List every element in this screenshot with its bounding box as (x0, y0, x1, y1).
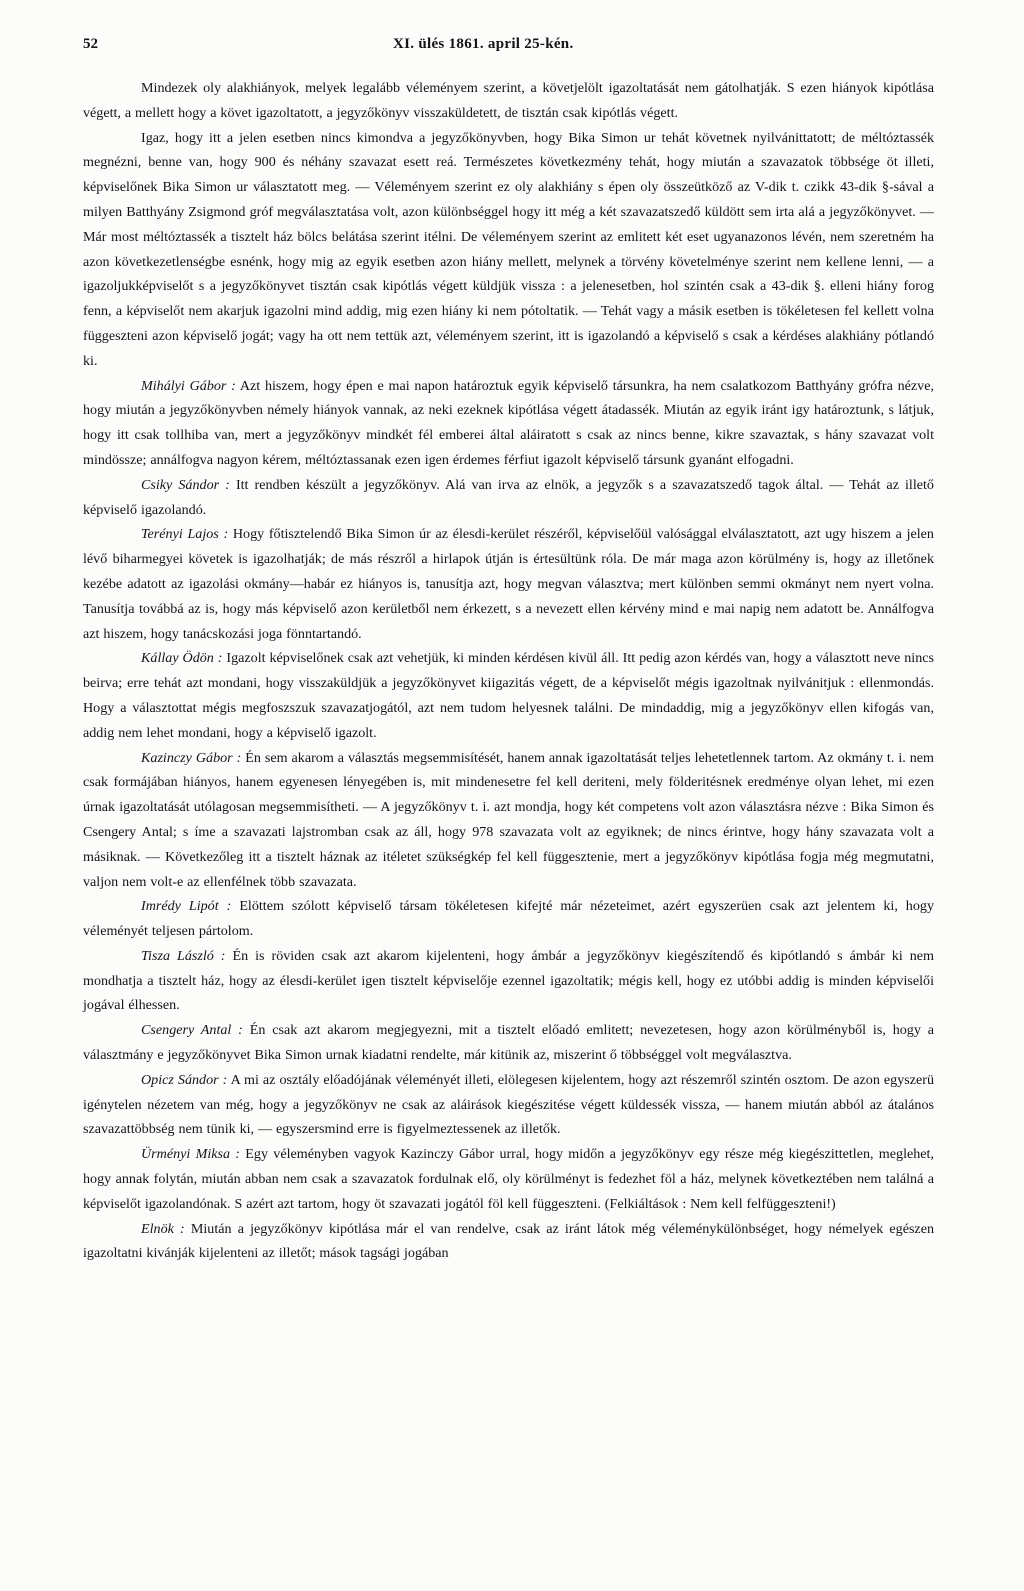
paragraph (83, 76, 934, 126)
speaker-name: Imrédy Lipót : (141, 898, 232, 915)
paragraph-text: Egy véleményben vagyok Kazinczy Gábor urral, hogy midőn a jegyzőkönyv egy része még kiegészittetlen, meglehet, hogy annak folytán, miután abban nem csak a szavazatok fordulnak elő, oly körülményt is fedezhet föl a ház, melynek következtében nem találná a képviselőt igazolandónak. S azért azt tartom, hogy öt szavazati jogától föl kell függeszteni. (Felkiáltások : Nem kell felfüggeszteni!) (83, 1146, 934, 1212)
paragraph-text: A mi az osztály előadójának véleményét illeti, elölegesen kijelentem, hogy azt részemről szintén osztom. De azon egyszerü igénytelen nézetem van még, hogy a jegyzőkönyv ne csak az aláirások kiegészitése végett küldessék vissza, — hanem miután abból az átalános szavazattöbbség nem tünik ki, — egyszersmind erre is figyelmeztessenek az illetők. (83, 1071, 934, 1138)
page-number: 52 (83, 36, 98, 52)
paragraph-text: Azt hiszem, hogy épen e mai napon határoztuk egyik képviselő társunkra, ha nem csalatkozom Batthyány grófra nézve, hogy miután a jegyzőkönyvben némely hiányok vannak, az neki ezeknek kipótlása végett átadassék. Miután az egyik iránt igy határoztunk, s látjuk, hogy itt csak tollhiba van, mert a jegyzőkönyv mindkét fél emberei által aláiratott s csak az nincs benne, kikre szavaztak, s hány szavazat volt mindössze; annálfogva nagyon kérem, méltóztassanak ezen igen érdemes férfiut igazolt képviselő társunk gyanánt elfogadni. (83, 377, 934, 468)
speaker-name: Mihályi Gábor : (141, 377, 236, 394)
paragraph-text: Elöttem szólott képviselő társam tökéletesen kifejté már nézeteimet, azért egyszerüen csak azt jelentem ki, hogy véleményét teljesen pártolom. (83, 898, 934, 940)
paragraph-text: Itt rendben készült a jegyzőkönyv. Alá van irva az elnök, a jegyzők s a szavazatszedő tagok által. — Tehát az illető képviselő igazolandó. (83, 476, 934, 518)
paragraph (83, 1142, 934, 1216)
speaker-name: Csiky Sándor : (141, 476, 230, 493)
document-body (83, 76, 934, 1266)
paragraph (83, 1068, 934, 1142)
speaker-name: Elnök : (141, 1220, 185, 1237)
paragraph (83, 473, 934, 523)
running-head: XI. ülés 1861. april 25-kén. (393, 36, 574, 52)
paragraph-text: Én sem akarom a választás megsemmisítését, hanem annak igazoltatását teljes lehetetlennek tartom. Az okmány t. i. nem csak formájában hiányos, hanem egyenesen lényegében is, mit mindenesetre fel kell deriteni, mely földeritésnek eredménye olyan lehet, mi ezen úrnak igazoltatását utólagosan megsemmisítheti. — A jegyzőkönyv t. i. azt mondja, hogy két competens volt azon választásra nézve : Bika Simon és Csengery Antal; s íme a szavazati lajstromban csak az áll, hogy 978 szavazata volt az egyiknek; de nincs érintve, hogy hány szavazata volt a másiknak. — Következőleg itt a tisztelt háznak az itéletet szükségkép fel kell függesztenie, mert a jegyzőkönyv kipótlása fogja még megmutatni, valjon nem volt-e az ellenfélnek több szavazata. (83, 749, 934, 890)
paragraph-text: Mindezek oly alakhiányok, melyek legalább véleményem szerint, a követjelölt igazoltatását nem gátolhatják. S ezen hiányok kipótlása végett, a mellett hogy a követ igazoltatott, a jegyzőkönyv visszaküldetett, de tisztán csak kipótlás végett. (83, 80, 934, 121)
speaker-name: Kállay Ödön : (141, 650, 223, 667)
speaker-name: Opicz Sándor : (141, 1071, 228, 1088)
speaker-name: Csengery Antal : (141, 1022, 243, 1039)
paragraph (83, 1217, 934, 1267)
speaker-name: Tisza László : (141, 947, 226, 964)
paragraph (83, 1018, 934, 1068)
paragraph-text: Igaz, hogy itt a jelen esetben nincs kimondva a jegyzőkönyvben, hogy Bika Simon ur tehát követnek nyilvánittatott; de méltóztassék megnézni, benne van, hogy 900 és néhány szavazat esett reá. Természetes következmény tehát, hogy miután a szavazatok többsége öt illeti, képviselőnek Bika Simon ur választatott meg. — Véleményem szerint ez oly alakhiány s épen oly összeütköző az V-dik t. czikk 43-dik §-sával a milyen Batthyány Zsigmond gróf megválasztatása volt, azon különbséggel hogy itt még a két szavazatszedő küldött sem irta alá a jegyzőkönyvet. — Már most méltóztassék a tisztelt ház bölcs belátása szerint itélni. De véleményem szerint az emlitett két eset ugyanazonos lévén, nem szeretném ha azon következetlenségbe esnénk, hogy mig az egyik esetben azon hiány mellett, melynek a törvény követelménye szerint nem kellene lenni, — a igazoljukképviselőt s a jegyzőkönyvet tisztán csak kipótlás végett küldjük vissza : a jelenesetben, hol szintén csak a 43-dik §. elleni hiány forog fenn, a képviselőt nem akarjuk igazolni mind addig, mig ezen hiány ki nem pótoltatik. — Tehát vagy a másik esetben is tökéletesen fel kellett volna függeszteni azon képviselő jogát; vagy ha ott nem tettük azt, véleményem szerint, itt is igazolandó a képviselő s csak a kérdéses alakhiány pótlandó ki. (83, 129, 934, 369)
speaker-name: Kazinczy Gábor : (141, 749, 242, 766)
paragraph (83, 944, 934, 1018)
paragraph (83, 646, 934, 745)
page-header (83, 36, 934, 76)
paragraph (83, 374, 934, 473)
paragraph-text: Hogy főtisztelendő Bika Simon úr az élesdi-kerület részéről, képviselőül valósággal elválasztatott, azt ugy hiszem a jelen lévő biharmegyei követek is igazolhatják; de más részről a hirlapok útján is értesültünk róla. De már maga azon körülmény is, hogy az illetőnek kezébe adatott az igazolási okmány—habár ez hiányos is, tanusítja azt, hogy megvan választva; mert különben semmi okmányt nem nyert volna. Tanusítja továbbá az is, hogy más képviselő azon kerületből nem érkezett, s a nevezett ellen kérvény mind e mai napig nem adatott be. Annálfogva azt hiszem, hogy tanácskozási joga fönntartandó. (83, 526, 934, 642)
paragraph-text: Én csak azt akarom megjegyezni, mit a tisztelt előadó emlitett; nevezetesen, hogy azon körülményből is, hogy a választmány e jegyzőkönyvet Bika Simon urnak kiadatni rendelte, már kitünik az, miszerint ő többséggel volt megválasztva. (83, 1022, 934, 1064)
speaker-name: Terényi Lajos : (141, 526, 229, 543)
paragraph (83, 126, 934, 374)
paragraph (83, 746, 934, 895)
speaker-name: Ürményi Miksa : (141, 1146, 241, 1163)
paragraph-text: Én is röviden csak azt akarom kijelenteni, hogy ámbár a jegyzőkönyv kiegészítendő és kipótlandó s ámbár ki nem mondhatja a tisztelt ház, hogy az élesdi-kerület igen tisztelt képviselője ezennel igazoltatik; mégis kell, hogy ez utóbbi addig is minden képviselői jogával élhessen. (83, 947, 934, 1014)
paragraph (83, 894, 934, 944)
paragraph (83, 522, 934, 646)
paragraph-text: Igazolt képviselőnek csak azt vehetjük, ki minden kérdésen kivül áll. Itt pedig azon kérdés van, hogy a választott neve nincs beirva; erre tehát azt mondani, hogy visszaküldjük a jegyzőkönyvet kiigazitás végett, de a képviselőt mégis igazoltnak nyilvánitjuk : ellenmondás. Hogy a választottat mégis megfoszszuk szavazatjogától, azt nem tudom helyesnek találni. De mindaddig, mig a jegyzőkönyv ellen kifogás van, addig nem lehet mondani, hogy a képviselő igazolt. (83, 650, 934, 741)
paragraph-text: Miután a jegyzőkönyv kipótlása már el van rendelve, csak az iránt látok még véleménykülönbséget, hogy némelyek egészen igazoltatni kivánják kijelenteni az illetőt; mások tagsági jogában (83, 1220, 934, 1262)
